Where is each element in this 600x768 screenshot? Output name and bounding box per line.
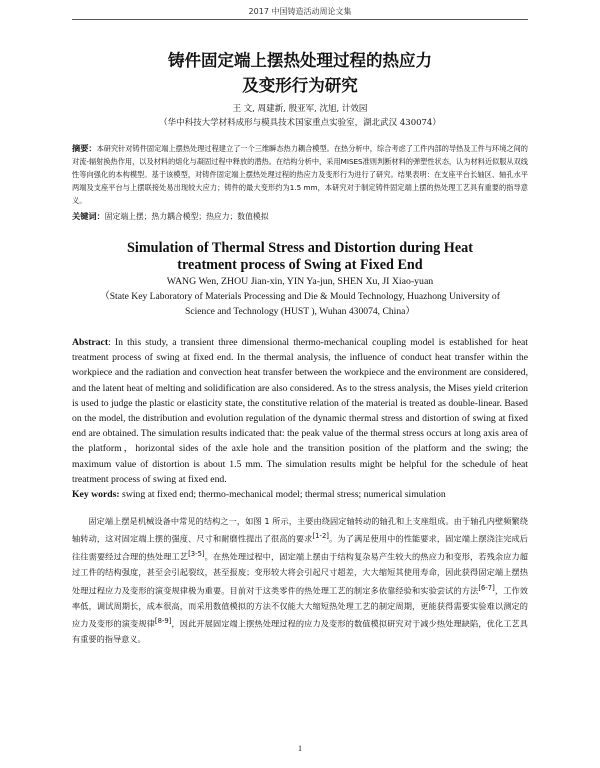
body-text-part1: 固定端上摆是机械设备中常见的结构之一，如图 1 所示，主要由绕固定轴转动的轴孔和上支座组成。由于轴孔内壁频繁绕轴转动，这对固定端上摆的强度、尺寸和耐磨性提出了很高的要求 [72, 516, 528, 545]
citation-ref: [1-2] [312, 532, 329, 541]
chinese-abstract-text: 本研究针对铸件固定端上摆热处理过程建立了一个三维瞬态热力耦合模型。在热分析中，综合考虑了工件内部的导热及工件与环境之间的对流-辐射换热作用，以及材料的熔化与凝固过程中释放的潜热。在结构分析中，采用MISES准则判断材料的弹塑性状态，认为材料近似服从双线性等向强化的本构模型。基于该模型，对铸件固定端上摆热处理过程的热应力及变形行为进行了研究。结果表明：在支座平台长轴区、轴孔水平两端及支座平台与上摆联接处易出现较大应力；铸件的最大变形约为1.5 mm，本研究对于制定铸件固定端上摆的热处理工艺具有重要的指导意义。 [72, 144, 528, 205]
citation-ref: [3-5] [188, 550, 205, 559]
english-affiliation [72, 289, 528, 319]
header-rule [72, 19, 528, 20]
english-keywords-label: Key words: [72, 489, 120, 501]
chinese-abstract-label: 摘要： [72, 143, 97, 153]
running-header: 2017 中国铸造活动周论文集 [248, 7, 352, 16]
english-authors: WANG Wen, ZHOU Jian-xin, YIN Ya-jun, SHEN Xu, JI Xiao-yuan [166, 276, 434, 287]
english-abstract-text: : In this study, a transient three dimensional thermo-mechanical coupling model is established for heat treatment process of swing at fixed end. In the thermal analysis, the influence of conduct heat transfer within the workpiece and the radiation and convection heat transfer between the workpiece and the environment are considered, and the latent heat of melting and solidification are also considered. As to the stress analysis, the Mises yield criterion is used to judge the plastic or elasticity state, the constitutive relation of the material is treated as double-linear. Based on the model, the distribution and evolution regulation of the dynamic thermal stress and distortion of swing at fixed end are obtained. The simulation results indicated that: the peak value of the thermal stress occurs at long axis area of the platform，horizontal sides of the axle hole and the transition position of the platform and the swing; the maximum value of distortion is about 1.5 mm. The simulation results might be helpful for the schedule of heat treatment process of swing at fixed end. [72, 337, 529, 485]
english-affiliation-line1: （State Key Laboratory of Materials Processing and Die & Mould Technology, Huazhong University of [100, 291, 500, 302]
chinese-title [72, 48, 528, 98]
english-keywords [72, 487, 528, 502]
body-paragraph [72, 514, 528, 647]
chinese-affiliation: （华中科技大学材料成形与模具技术国家重点实验室，湖北武汉 430074） [159, 118, 441, 128]
english-keywords-text: swing at fixed end; thermo-mechanical model; thermal stress; numerical simulation [119, 489, 446, 501]
body-text-part4: ，工作效率低，调试周期长，成本很高，而采用数值模拟的方法不仅能大大缩短热处理工艺的制定周期，更能获得需要实验难以测定的应力及变形的演变规律 [72, 585, 528, 629]
citation-ref: [8-9] [154, 617, 172, 626]
english-title-line2: treatment process of Swing at Fixed End [177, 257, 423, 273]
citation-ref: [6-7] [478, 583, 495, 592]
paper-page [72, 30, 528, 647]
english-affiliation-line2: Science and Technology (HUST ), Wuhan 430074, China） [185, 306, 415, 317]
english-abstract [72, 335, 528, 487]
page-number: 1 [298, 744, 302, 753]
body-text-part2: 。为了满足使用中的性能要求，固定端上摆浇注完成后往往需要经过合理的热处理工艺 [72, 534, 528, 563]
english-title-line1: Simulation of Thermal Stress and Distortion during Heat [127, 240, 473, 256]
english-abstract-label: Abstract [72, 337, 109, 348]
chinese-title-line2: 及变形行为研究 [242, 76, 358, 95]
english-title [72, 240, 528, 274]
body-text-part3: 。在热处理过程中，固定端上摆由于结构复杂易产生较大的热应力和变形，若残余应力超过工件的结构强度，甚至会引起裂纹，甚至报废；变形较大将会引起尺寸超差，大大缩短其使用寿命，因此获得固定端上摆热处理过程应力及变形的演变规律极为重要。目前对于这类零件的热处理工艺的制定多依靠经验和实验尝试的方法 [72, 552, 528, 596]
chinese-keywords-text: 固定端上摆；热力耦合模型；热应力；数值模拟 [104, 212, 269, 221]
body-text-part5: ，因此开展固定端上摆热处理过程的应力及变形的数值模拟研究对于减少热处理缺陷，优化工艺具有重要的指导意义。 [72, 618, 528, 645]
chinese-keywords [72, 209, 528, 224]
chinese-keywords-label: 关键词： [72, 211, 105, 221]
chinese-title-line1: 铸件固定端上摆热处理过程的热应力 [168, 51, 432, 70]
chinese-abstract [72, 142, 528, 207]
chinese-authors: 王 文, 周建新, 殷亚军, 沈旭, 计效园 [232, 104, 368, 114]
